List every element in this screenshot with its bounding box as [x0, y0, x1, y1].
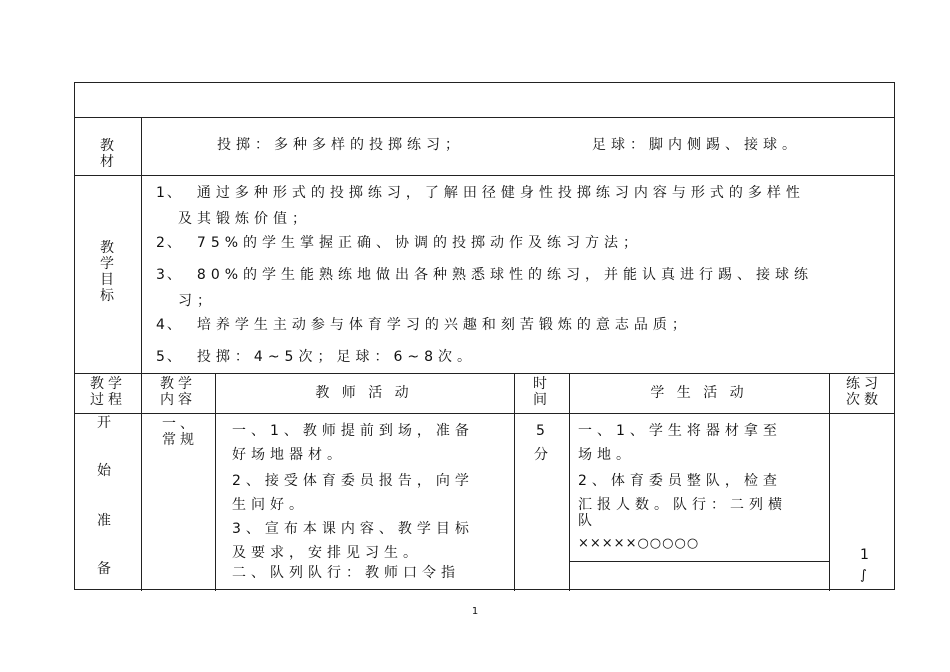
column-divider — [569, 373, 570, 591]
jiaocai-football: 足球：脚内侧踢、接球。 — [592, 137, 801, 153]
content-line: 常规 — [162, 432, 198, 448]
objectives-label — [74, 240, 140, 304]
jiaocai-label — [74, 138, 140, 170]
row-divider — [75, 413, 894, 414]
objective-text: 投掷：4~5次；足球：6~8次。 — [196, 349, 477, 365]
jiaocai-label-text: 教材 — [100, 138, 114, 170]
header-practice — [836, 376, 892, 408]
objective-item — [156, 346, 476, 366]
student-line: 汇报人数。队行：二列横 — [578, 497, 787, 513]
column-divider — [829, 373, 830, 591]
row-divider — [75, 117, 894, 118]
objective-item — [156, 264, 813, 284]
objective-number: 1、 — [156, 185, 183, 201]
objective-number: 4、 — [156, 317, 183, 333]
teacher-line: 及要求，安排见习生。 — [232, 545, 422, 561]
objective-number: 3、 — [156, 267, 183, 283]
teacher-line: 一、1、教师提前到场，准备 — [232, 423, 474, 439]
column-divider — [141, 373, 142, 591]
practice-count: 1 — [860, 547, 874, 563]
student-formation: ×××××○○○○○ — [578, 536, 700, 551]
student-line: 一、1、学生将器材拿至 — [578, 423, 782, 439]
objective-text: 培养学生主动参与体育学习的兴趣和刻苦锻炼的意志品质； — [196, 317, 691, 333]
student-line: 队 — [578, 513, 597, 529]
header-time-text: 时间 — [533, 376, 551, 408]
objectives-label-text: 教学目标 — [100, 240, 114, 304]
process-char: 准 — [97, 513, 116, 529]
objective-text: 通过多种形式的投掷练习，了解田径健身性投掷练习内容与形式的多样性 — [196, 185, 805, 201]
practice-mark: ∫ — [860, 568, 867, 583]
student-cell-divider — [569, 561, 829, 562]
student-line: 2、体育委员整队，检查 — [578, 473, 782, 489]
objective-text: 80%的学生能熟练地做出各种熟悉球性的练习，并能认真进行踢、接球练 — [196, 267, 814, 283]
process-char: 开 — [97, 415, 116, 431]
header-practice-text: 练习次数 — [846, 376, 882, 408]
objective-text: 75%的学生掌握正确、协调的投掷动作及练习方法； — [196, 235, 643, 251]
teacher-line: 生问好。 — [232, 497, 308, 513]
header-student: 学 生 活 动 — [650, 385, 748, 401]
objective-item — [156, 232, 642, 252]
objective-text: 习； — [178, 293, 216, 309]
objective-item — [156, 314, 691, 334]
objective-continuation — [178, 290, 216, 310]
header-time — [514, 376, 568, 408]
header-process — [80, 376, 136, 408]
teacher-line: 好场地器材。 — [232, 447, 346, 463]
column-divider — [215, 373, 216, 591]
process-char: 始 — [97, 463, 116, 479]
row-divider — [75, 175, 894, 176]
student-line: 场地。 — [578, 447, 635, 463]
header-content — [150, 376, 206, 408]
header-teacher: 教 师 活 动 — [315, 385, 413, 401]
jiaocai-throwing: 投掷：多种多样的投掷练习； — [217, 137, 464, 153]
time-unit: 分 — [534, 447, 553, 463]
header-content-text: 教学内容 — [160, 376, 196, 408]
time-value: 5 — [536, 423, 550, 439]
teacher-line: 3、宣布本课内容、教学目标 — [232, 521, 474, 537]
header-process-text: 教学过程 — [90, 376, 126, 408]
teacher-line: 二、队列队行：教师口令指 — [232, 565, 460, 581]
page-number: 1 — [471, 606, 479, 617]
objective-number: 5、 — [156, 349, 183, 365]
teacher-line: 2、接受体育委员报告，向学 — [232, 473, 474, 489]
process-char: 备 — [97, 561, 116, 577]
label-column-divider — [141, 117, 142, 373]
objective-item — [156, 182, 805, 202]
objective-text: 及其锻炼价值； — [178, 211, 311, 227]
objective-continuation — [178, 208, 311, 228]
content-line: 一、 — [162, 416, 198, 432]
row-divider — [75, 373, 894, 374]
objective-number: 2、 — [156, 235, 183, 251]
